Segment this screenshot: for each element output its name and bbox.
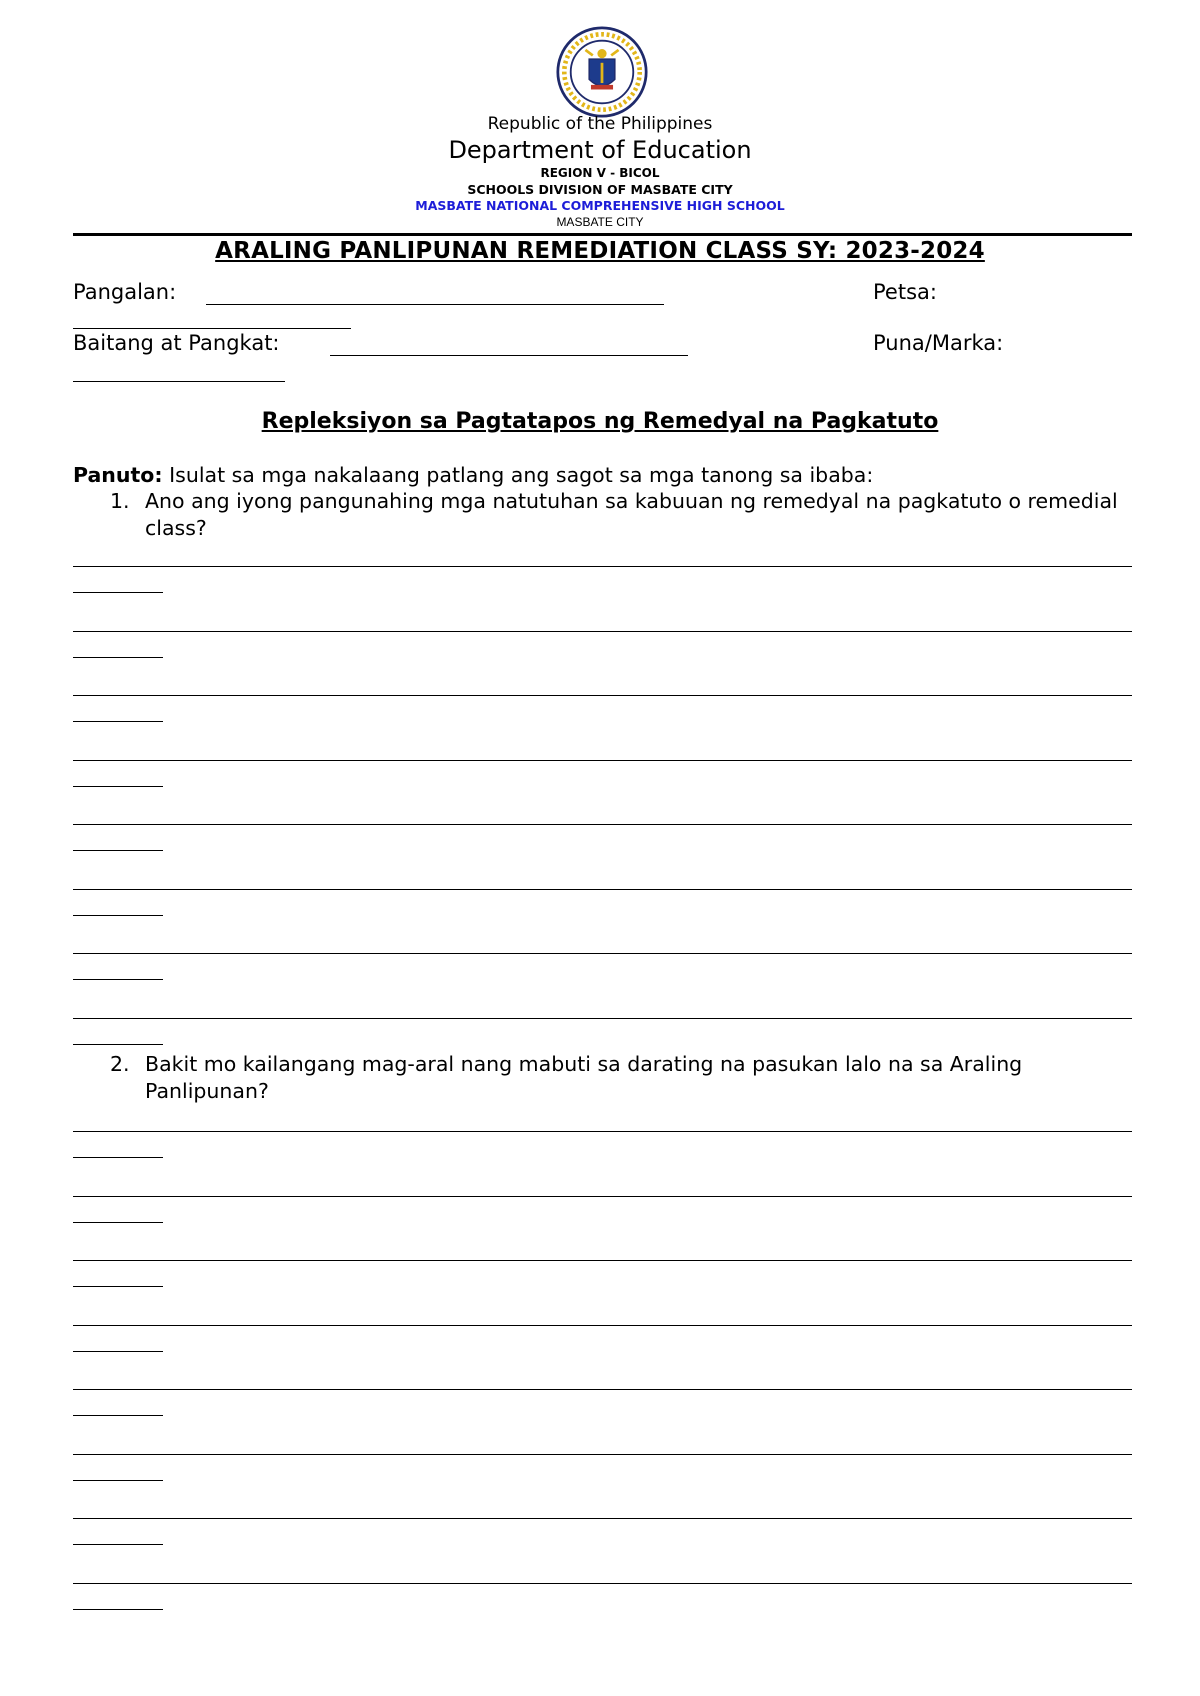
answer-line[interactable]	[73, 1325, 1132, 1326]
answer-line[interactable]	[73, 1260, 1132, 1261]
answer-line[interactable]	[73, 953, 1132, 954]
name-label: Pangalan:	[73, 280, 177, 304]
answer-line-continuation[interactable]	[73, 1044, 163, 1045]
answer-line[interactable]	[73, 1454, 1132, 1455]
division-text: SCHOOLS DIVISION OF MASBATE CITY	[467, 182, 733, 197]
question-number: 2.	[110, 1052, 130, 1076]
answer-line-continuation[interactable]	[73, 915, 163, 916]
answer-line[interactable]	[73, 889, 1132, 890]
page-title: ARALING PANLIPUNAN REMEDIATION CLASS SY: 2023-2024	[215, 238, 985, 264]
instructions-text: Isulat sa mga nakalaang patlang ang sagot sa mga tanong sa ibaba:	[162, 463, 874, 487]
name-field[interactable]	[206, 304, 664, 305]
header-divider	[73, 233, 1132, 236]
answer-line-continuation[interactable]	[73, 1609, 163, 1610]
answer-line-continuation[interactable]	[73, 592, 163, 593]
answer-line-continuation[interactable]	[73, 721, 163, 722]
answer-line[interactable]	[73, 1018, 1132, 1019]
answer-line[interactable]	[73, 824, 1132, 825]
answer-line-continuation[interactable]	[73, 1222, 163, 1223]
question-1	[0, 488, 1200, 548]
republic-text: Republic of the Philippines	[487, 114, 713, 134]
answer-line[interactable]	[73, 1583, 1132, 1584]
answer-line[interactable]	[73, 1196, 1132, 1197]
question-number: 1.	[110, 489, 130, 513]
worksheet-subtitle: Repleksiyon sa Pagtatapos ng Remedyal na Pagkatuto	[261, 409, 939, 434]
answer-line[interactable]	[73, 1389, 1132, 1390]
grade-section-field[interactable]	[330, 355, 688, 356]
answer-line[interactable]	[73, 760, 1132, 761]
answer-line-continuation[interactable]	[73, 1351, 163, 1352]
instructions	[73, 463, 873, 487]
region-text: REGION V - BICOL	[540, 166, 660, 180]
date-field[interactable]	[73, 328, 351, 329]
answer-line-continuation[interactable]	[73, 1157, 163, 1158]
answer-line-continuation[interactable]	[73, 1544, 163, 1545]
question-2	[0, 1051, 1200, 1111]
answer-line-continuation[interactable]	[73, 850, 163, 851]
question-text: Ano ang iyong pangunahing mga natutuhan sa kabuuan ng remedyal na pagkatuto o remedial class?	[145, 489, 1118, 540]
answer-line[interactable]	[73, 631, 1132, 632]
remarks-field[interactable]	[73, 381, 285, 382]
school-name: MASBATE NATIONAL COMPREHENSIVE HIGH SCHOOL	[415, 198, 785, 213]
city-text: MASBATE CITY	[556, 215, 644, 229]
answer-line[interactable]	[73, 1518, 1132, 1519]
grade-section-label: Baitang at Pangkat:	[73, 331, 280, 355]
answer-line-continuation[interactable]	[73, 1480, 163, 1481]
answer-line[interactable]	[73, 1131, 1132, 1132]
department-name: Department of Education	[448, 136, 752, 164]
answer-line[interactable]	[73, 695, 1132, 696]
answer-line-continuation[interactable]	[73, 786, 163, 787]
date-label: Petsa:	[873, 280, 937, 304]
answer-line-continuation[interactable]	[73, 979, 163, 980]
answer-line-continuation[interactable]	[73, 657, 163, 658]
remarks-label: Puna/Marka:	[873, 331, 1004, 355]
answer-line-continuation[interactable]	[73, 1415, 163, 1416]
deped-seal-icon	[556, 26, 648, 118]
question-text: Bakit mo kailangang mag-aral nang mabuti sa darating na pasukan lalo na sa Araling Panlipunan?	[145, 1052, 1023, 1103]
answer-line[interactable]	[73, 566, 1132, 567]
instructions-label: Panuto:	[73, 463, 163, 487]
answer-line-continuation[interactable]	[73, 1286, 163, 1287]
